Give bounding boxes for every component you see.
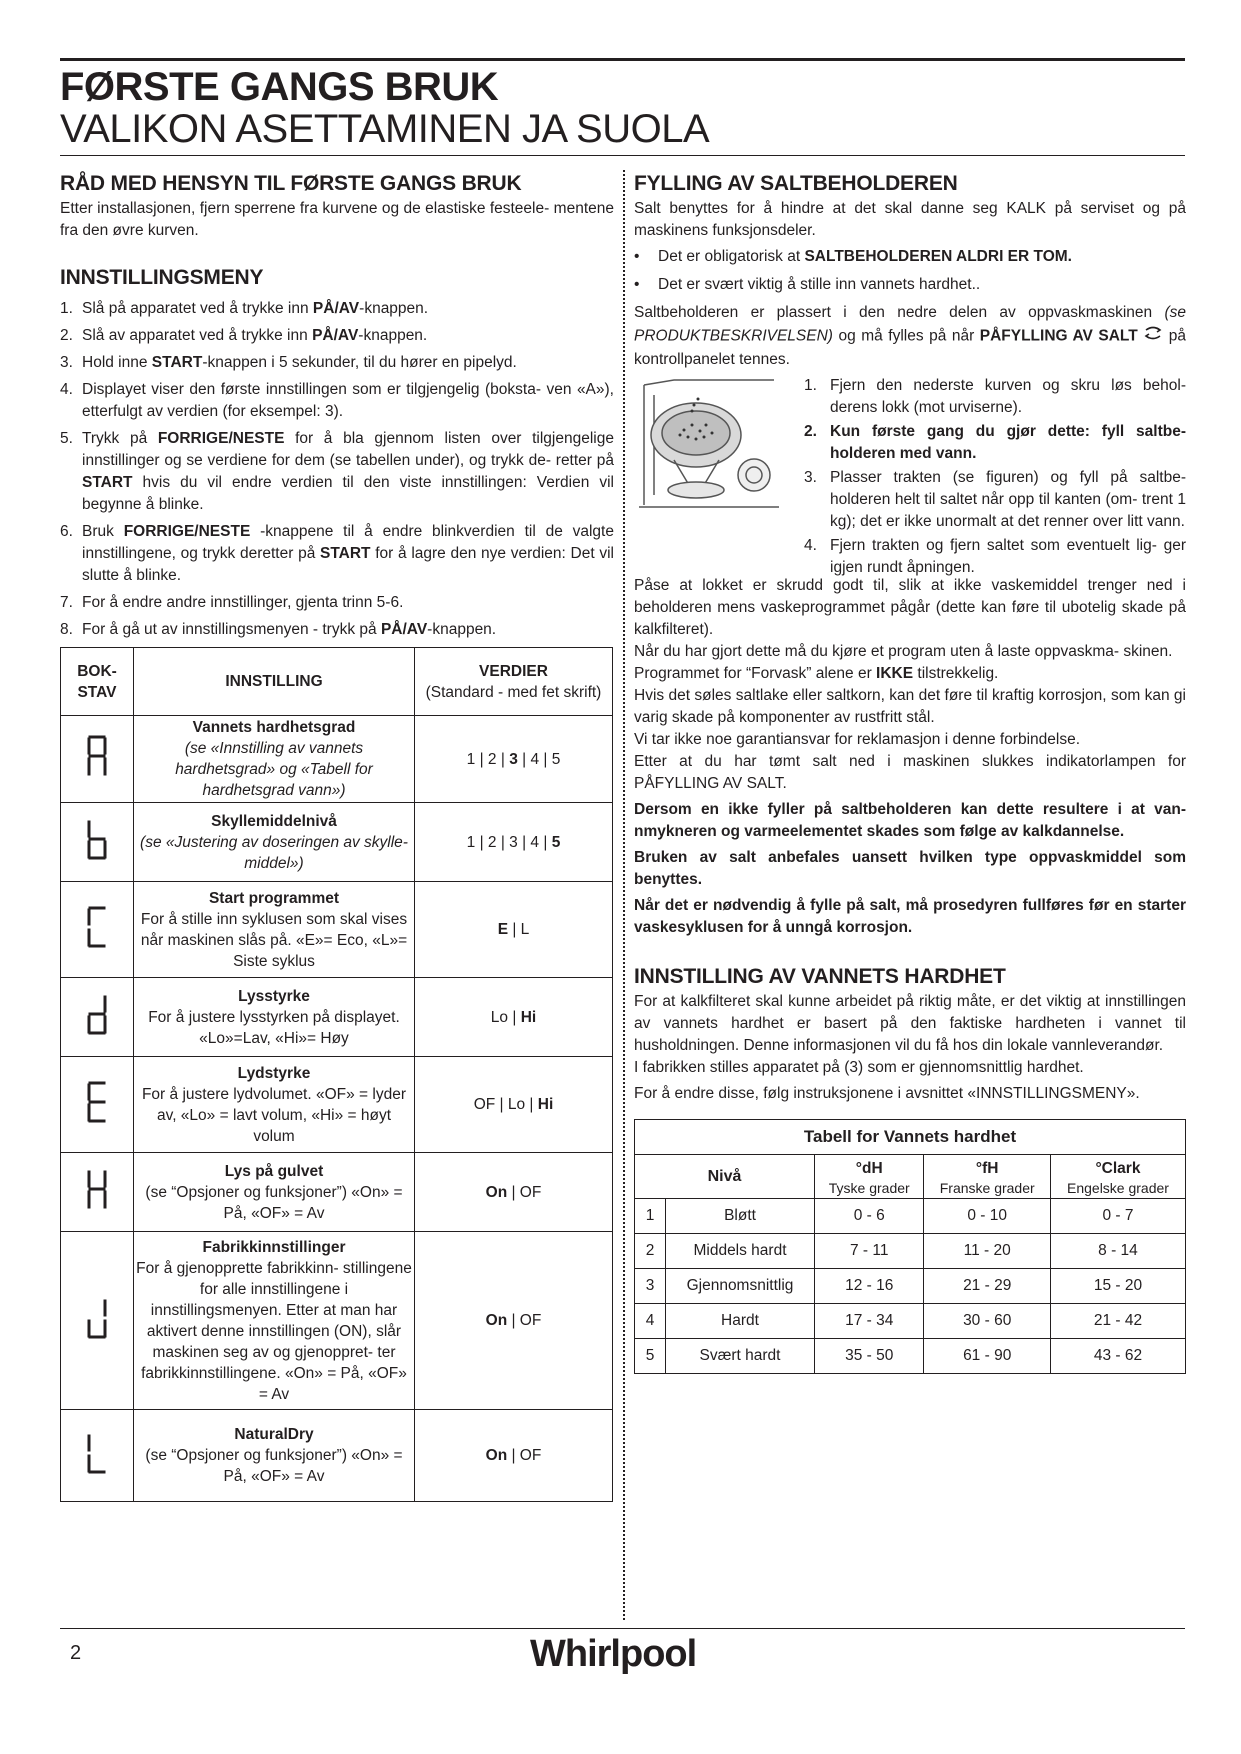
values-cell: On | OF	[415, 1153, 613, 1232]
values-cell: On | OF	[415, 1410, 613, 1502]
hardness-text: For at kalkfilteret skal kunne arbeidet på riktig måte, er det viktig at innstillingen av vannets hardhet er basert på den faktiske hardheten i vannet til husholdningen. Denne informasjonen vil du få hos din lokale vannleverandør.	[634, 993, 1186, 1054]
values-cell: 1 | 2 | 3 | 4 | 5	[415, 716, 613, 803]
list-item: 3. Plasser trakten (se figuren) og fyll på saltbe- holderen helt til saltet når opp til kanten (om- trent 1 kg); det er ikke unormalt at det renner over litt vann.	[804, 469, 1186, 530]
fh-header: °fH Franske grader	[924, 1155, 1051, 1199]
table-row	[61, 1232, 613, 1410]
table-row: 5 Svært hardt 35 - 50 61 - 90 43 - 62	[635, 1339, 1186, 1374]
table-row	[61, 882, 613, 978]
setting-cell: Lys på gulvet (se “Opsjoner og funksjoner”) «On» = På, «OF» = Av	[134, 1153, 415, 1232]
salt-fill-section	[634, 375, 1186, 575]
prewash-text: Programmet for “Forvask” alene er IKKE tilstrekkelig.	[634, 665, 999, 682]
list-item: 7. For å endre andre innstillinger, gjenta trinn 5-6.	[60, 594, 404, 611]
factory-setting-text: I fabrikken stilles apparatet på (3) som er gjennomsnittlig hardhet.	[634, 1059, 1084, 1076]
segment-letter-c-icon	[61, 882, 134, 978]
col-letter-header: BOK- STAV	[61, 648, 134, 716]
setting-cell: Skyllemiddelnivå (se «Justering av doseringen av skylle- middel»)	[134, 803, 415, 882]
dh-header: °dH Tyske grader	[815, 1155, 924, 1199]
list-item: 2. Kun første gang du gjør dette: fyll saltbe- holderen med vann.	[804, 423, 1186, 462]
salt-steps	[804, 375, 1186, 581]
setting-cell: Start programmet For å stille inn syklusen som skal vises når maskinen slås på. «E»= Eco, «L»= Siste syklus	[134, 882, 415, 978]
table-row	[61, 978, 613, 1057]
setting-cell: Lysstyrke For å justere lysstyrken på displayet. «Lo»=Lav, «Hi»= Høy	[134, 978, 415, 1057]
list-item: 5. Trykk på FORRIGE/NESTE for å bla gjennom listen over tilgjengelige innstillinger og se verdiene for dem (se tabellen under), og trykk de- retter på START hvis du vil endre verdien til den viste innstillingen: Verdien vil begynne å blinke.	[60, 430, 614, 513]
right-column	[634, 170, 1186, 1374]
segment-letter-e-icon	[61, 1057, 134, 1153]
table-row: 2 Middels hardt 7 - 11 11 - 20 8 - 14	[635, 1234, 1186, 1269]
setting-cell: Lydstyrke For å justere lydvolumet. «OF» = lyder av, «Lo» = lavt volum, «Hi» = høyt volum	[134, 1057, 415, 1153]
values-cell: Lo | Hi	[415, 978, 613, 1057]
change-instructions-text: For å endre disse, følg instruksjonene i avsnittet «INNSTILLINGSMENY».	[634, 1085, 1140, 1102]
list-item: 6. Bruk FORRIGE/NESTE -knappene til å endre blinkverdien til de valgte innstillingene, og trykk deretter på START for å lagre den nye verdien: Det vil slutte å blinke.	[60, 523, 614, 584]
column-divider	[623, 170, 625, 1620]
table-header-row	[635, 1155, 1186, 1199]
segment-letter-d-icon	[61, 978, 134, 1057]
table-header-row	[61, 648, 613, 716]
empty-run-text: Når du har gjort dette må du kjøre et program uten å laste oppvaskma- skinen.	[634, 643, 1173, 660]
left-column	[60, 170, 614, 1502]
salt-funnel-illustration	[634, 375, 784, 522]
segment-letter-h-icon	[61, 1153, 134, 1232]
col-setting-header: INNSTILLING	[134, 648, 415, 716]
table-row: 4 Hardt 17 - 34 30 - 60 21 - 42	[635, 1304, 1186, 1339]
setting-cell: NaturalDry (se “Opsjoner og funksjoner”) «On» = På, «OF» = Av	[134, 1410, 415, 1502]
warranty-text: Vi tar ikke noe garantiansvar for reklamasjon i denne forbindelse.	[634, 731, 1081, 748]
table-row	[61, 1153, 613, 1232]
first-use-text: Etter installasjonen, fjern sperrene fra kurvene og de elastiske festeele- mentene fra den øvre kurven.	[60, 200, 614, 239]
settings-menu-heading: INNSTILLINGSMENY	[60, 266, 264, 289]
page-number: 2	[70, 1642, 82, 1664]
table-row	[61, 1057, 613, 1153]
hardness-table-title: Tabell for Vannets hardhet	[635, 1120, 1186, 1155]
page-title: FØRSTE GANGS BRUK	[60, 65, 499, 109]
list-item: 4. Fjern trakten og fjern saltet som eventuelt lig- ger igjen rundt åpningen.	[804, 537, 1186, 576]
values-cell: E | L	[415, 882, 613, 978]
table-row	[61, 716, 613, 803]
indicator-text: Etter at du har tømt salt ned i maskinen slukkes indikatorlampen for PÅFYLLING AV SALT.	[634, 753, 1186, 792]
warning-2: Bruken av salt anbefales uansett hvilken type oppvaskmiddel som benyttes.	[634, 849, 1186, 888]
hardness-table	[634, 1119, 1186, 1374]
page-subtitle: VALIKON ASETTAMINEN JA SUOLA	[60, 107, 710, 151]
table-row: 3 Gjennomsnittlig 12 - 16 21 - 29 15 - 20	[635, 1269, 1186, 1304]
table-title-row	[635, 1120, 1186, 1155]
list-item: 1. Slå på apparatet ved å trykke inn PÅ/AV-knappen.	[60, 300, 429, 317]
list-item: • Det er obligatorisk at SALTBEHOLDEREN ALDRI ER TOM.	[634, 248, 1072, 265]
segment-letter-b-icon	[61, 803, 134, 882]
salt-placement-text: Saltbeholderen er plassert i den nedre delen av oppvaskmaskinen (se PRODUKTBESKRIVELSEN) og må fylles på når PÅFYLLING AV SALT på kontrollpanelet tennes.	[634, 304, 1186, 368]
values-cell: 1 | 2 | 3 | 4 | 5	[415, 803, 613, 882]
hardness-heading: INNSTILLING AV VANNETS HARDHET	[634, 965, 1006, 988]
segment-letter-a-icon	[61, 716, 134, 803]
warning-1: Dersom en ikke fyller på saltbeholderen kan dette resultere i at van- nmykneren og varmeelementet skades som følge av kalkdannelse.	[634, 801, 1186, 840]
setting-cell: Fabrikkinnstillinger For å gjenopprette fabrikkinn- stillingene for alle innstillingene i innstillingsmenyen. Etter at man har aktivert denne innstillingen (ON), slår maskinen seg av og gjenoppret- ter fabrikkinnstillingene. «On» = På, «OF» = Av	[134, 1232, 415, 1410]
segment-letter-j-icon	[61, 1232, 134, 1410]
title-rule	[60, 155, 1185, 156]
list-item: 4. Displayet viser den første innstillingen som er tilgjengelig (boksta- ven «A»), etterfulgt av verdien (for eksempel: 3).	[60, 381, 614, 420]
lid-text: Påse at lokket er skrudd godt til, slik at ikke vaskemiddel trenger ned i beholderen mens vaskeprogrammet pågår (dette kan føre til ubotelig skade på kalkfilteret).	[634, 577, 1186, 638]
col-values-header: VERDIER (Standard - med fet skrift)	[415, 648, 613, 716]
salt-intro: Salt benyttes for å hindre at det skal danne seg KALK på serviset og på maskinens funksjonsdeler.	[634, 200, 1186, 239]
first-use-heading: RÅD MED HENSYN TIL FØRSTE GANGS BRUK	[60, 172, 522, 195]
salt-refill-icon	[1143, 324, 1163, 349]
values-cell: OF | Lo | Hi	[415, 1057, 613, 1153]
list-item: 2. Slå av apparatet ved å trykke inn PÅ/AV-knappen.	[60, 327, 428, 344]
segment-letter-l-icon	[61, 1410, 134, 1502]
table-row	[61, 803, 613, 882]
table-row	[61, 1410, 613, 1502]
top-rule	[60, 58, 1185, 61]
table-row: 1 Bløtt 0 - 6 0 - 10 0 - 7	[635, 1199, 1186, 1234]
list-item: • Det er svært viktig å stille inn vannets hardhet..	[634, 276, 981, 293]
corrosion-text: Hvis det søles saltlake eller saltkorn, kan det føre til kraftig korrosjon, som kan gi varig skade på komponenter av rustfritt stål.	[634, 687, 1186, 726]
footer-rule	[60, 1628, 1185, 1629]
salt-heading: FYLLING AV SALTBEHOLDEREN	[634, 172, 958, 195]
warning-3: Når det er nødvendig å fylle på salt, må prosedyren fullføres før en starter vaskesyklusen for å unngå korrosjon.	[634, 897, 1186, 936]
list-item: 1. Fjern den nederste kurven og skru løs behol- derens lokk (mot urviserne).	[804, 377, 1186, 416]
list-item: 3. Hold inne START-knappen i 5 sekunder, til du hører en pipelyd.	[60, 354, 517, 371]
level-header: Nivå	[635, 1155, 815, 1199]
salt-bullets	[634, 246, 1186, 296]
list-item: 8. For å gå ut av innstillingsmenyen - trykk på PÅ/AV-knappen.	[60, 621, 497, 638]
clark-header: °Clark Engelske grader	[1050, 1155, 1185, 1199]
settings-steps	[60, 298, 614, 641]
setting-cell: Vannets hardhetsgrad (se «Innstilling av vannets hardhetsgrad» og «Tabell for hardhetsgrad vann»)	[134, 716, 415, 803]
values-cell: On | OF	[415, 1232, 613, 1410]
settings-table	[60, 647, 613, 1502]
whirlpool-logo: Whirlpool	[530, 1633, 697, 1675]
